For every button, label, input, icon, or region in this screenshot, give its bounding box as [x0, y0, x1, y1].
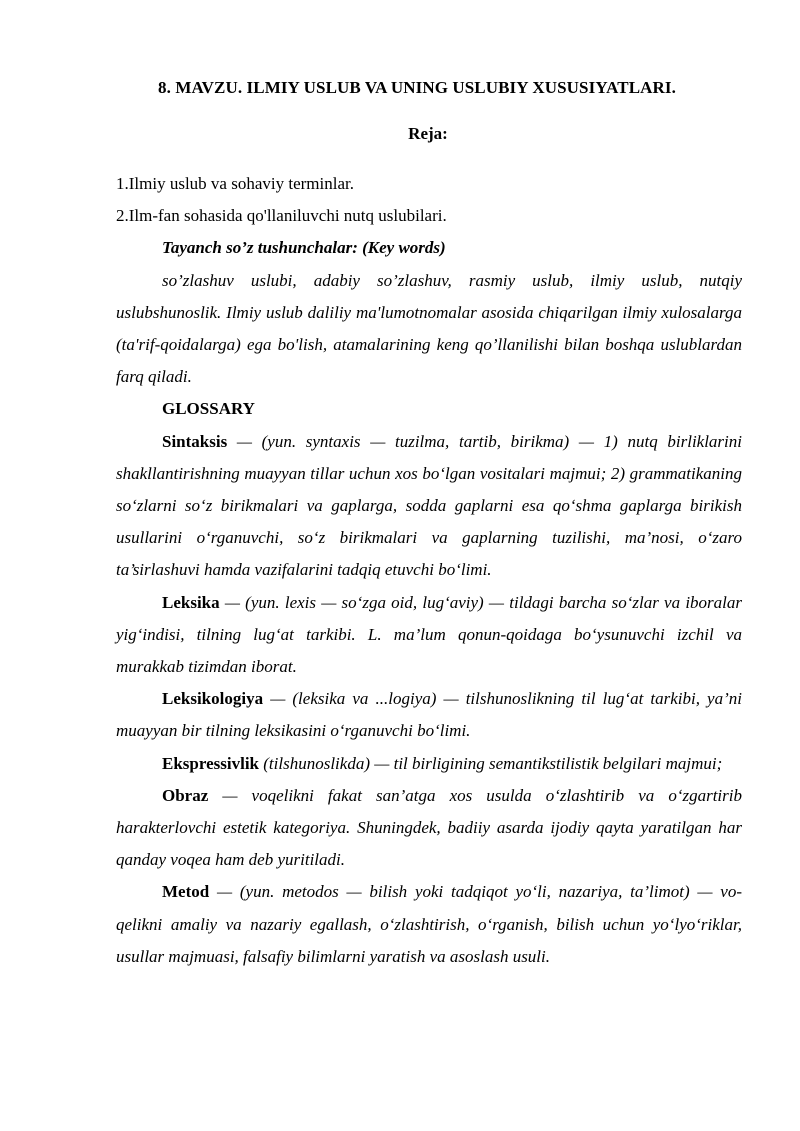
glossary-definition: — (yun. syntaxis — tuzilma, tartib, birikma) — 1) nutq birliklarini shakllantirishning muayyan tillar uchun xos bo‘lgan vositalari majmui; 2) grammatikaning so‘zlarni so‘z birikmalari va gaplarga, sodda gaplarni esa qo‘shma gaplarga birikish usullarini o‘rganuvchi, so‘z birikmalari va gaplarning tuzilishi, ma’nosi, o‘zaro ta’sirlashuvi hamda vazifalarini tadqiq etuvchi bo‘limi. [116, 431, 742, 580]
page-title: 8. MAVZU. ILMIY USLUB VA UNING USLUBIY XUSUSIYATLARI. [158, 78, 676, 97]
glossary-definition: (tilshunoslikda) — til birligining semantikstilistik belgilari majmui; [259, 753, 723, 773]
keywords-paragraph: so’zlashuv uslubi, adabiy so’zlashuv, rasmiy uslub, ilmiy uslub, nutqiy uslubshunoslik. Ilmiy uslub daliliy ma'lumotnomalar asosida chiqarilgan ilmiy xulosalarga (ta'rif-qoidalarga) ega bo'lish, atamalarining keng qo’llanilishi bilan boshqa uslublardan farq qiladi. [116, 270, 742, 387]
glossary-definition: — voqelikni fakat san’atga xos usulda o‘zlashtirib va o‘zgartirib harakterlovchi estetik kategoriya. Shuningdek, badiiy asarda ijodiy qayta yaratilgan har qanday voqea ham deb yuritiladi. [116, 785, 742, 870]
glossary-term: Leksika [162, 592, 220, 612]
glossary-definition: — (yun. metodos — bilish yoki tadqiqot yo‘li, nazariya, ta’limot) — vo-qelikni amaliy va nazariy egallash, o‘zlashtirish, o‘rganish, bilish uchun yo‘lyo‘riklar, usullar majmuasi, falsafiy bilimlarni yaratish va asoslash usuli. [116, 882, 742, 966]
glossary-heading: GLOSSARY [162, 399, 255, 419]
document-body [116, 168, 742, 973]
keywords-heading: Tayanch so’z tushunchalar: (Key words) [162, 238, 446, 258]
glossary-term: Leksikologiya [162, 689, 264, 709]
glossary-entry [116, 748, 742, 780]
glossary-entry [116, 780, 742, 877]
glossary-term: Ekspressivlik [162, 753, 260, 773]
glossary-entry [116, 587, 742, 684]
plan-heading: Reja: [408, 124, 448, 143]
glossary-entry [116, 683, 742, 747]
glossary-definition: — (leksika va ...logiya) — tilshunoslikning til lug‘at tarkibi, ya’ni muayyan bir tilning leksikasini o‘rganuvchi bo‘limi. [116, 689, 742, 741]
glossary-term: Obraz [162, 785, 209, 805]
glossary-definition: — (yun. lexis — so‘zga oid, lug‘aviy) — tildagi barcha so‘zlar va iboralar yig‘indisi, tilning lug‘at tarkibi. L. ma’lum qonun-qoidaga bo‘ysunuvchi izchil va murakkab tizimdan iborat. [116, 592, 742, 677]
glossary-term: Metod [162, 882, 210, 902]
glossary-entry [116, 876, 742, 973]
glossary-term: Sintaksis [162, 431, 228, 451]
plan-item: 1.Ilmiy uslub va sohaviy terminlar. [116, 174, 354, 193]
plan-item: 2.Ilm-fan sohasida qo'llaniluvchi nutq uslubilari. [116, 206, 447, 226]
glossary-entry [116, 426, 742, 587]
